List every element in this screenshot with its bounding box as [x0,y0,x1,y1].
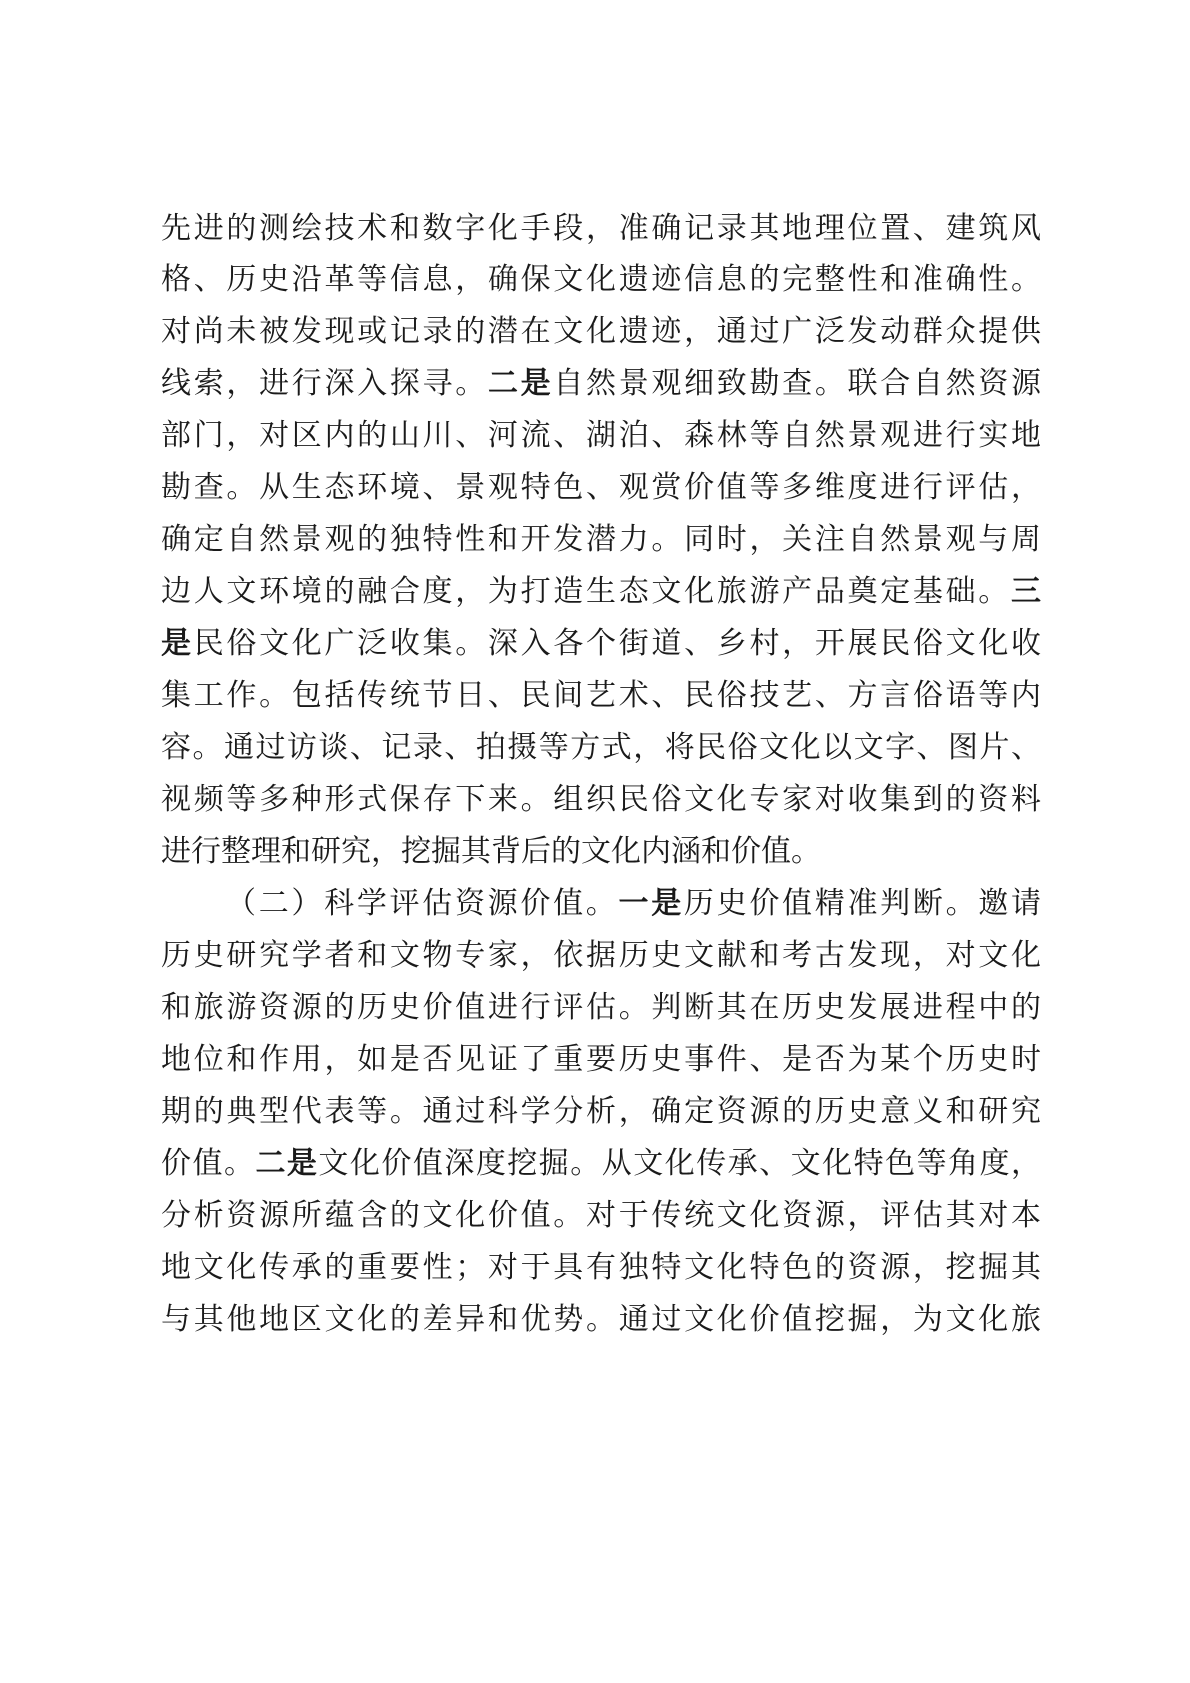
text-run: 历史价值精准判断。邀请 [683,886,1042,921]
paragraph-line [161,354,1041,414]
paragraph-line: 分析资源所蕴含的文化价值。对于传统文化资源，评估其对本 [161,1198,1041,1233]
paragraph-line [161,1134,1041,1194]
bold-run: 三 [1011,574,1041,609]
paragraph-line: 部门，对区内的山川、河流、湖泊、森林等自然景观进行实地 [161,418,1041,453]
text-run: 线索，进行深入探寻。 [161,366,488,401]
text-run: 价值。 [161,1146,256,1181]
bold-run: 是 [161,626,194,661]
bold-run: 二是 [487,366,554,401]
paragraph-line [161,562,1041,622]
paragraph-line: 勘查。从生态环境、景观特色、观赏价值等多维度进行评估， [161,470,1041,505]
paragraph-line: 视频等多种形式保存下来。组织民俗文化专家对收集到的资料 [161,782,1041,817]
paragraph-line: 历史研究学者和文物专家，依据历史文献和考古发现，对文化 [161,938,1041,973]
paragraph-line: 与其他地区文化的差异和优势。通过文化价值挖掘，为文化旅 [161,1302,1041,1337]
paragraph-line: 地位和作用，如是否见证了重要历史事件、是否为某个历史时 [161,1042,1041,1077]
paragraph-line [226,874,1041,934]
text-run: （二）科学评估资源价值。 [226,886,619,921]
paragraph-line: 集工作。包括传统节日、民间艺术、民俗技艺、方言俗语等内 [161,678,1041,713]
paragraph-line: 和旅游资源的历史价值进行评估。判断其在历史发展进程中的 [161,990,1041,1025]
bold-run: 二是 [255,1146,319,1181]
paragraph-line: 先进的测绘技术和数字化手段，准确记录其地理位置、建筑风 [161,211,1041,246]
text-run: 民俗文化广泛收集。深入各个街道、乡村，开展民俗文化收 [193,626,1042,661]
paragraph-line: 地文化传承的重要性；对于具有独特文化特色的资源，挖掘其 [161,1250,1041,1285]
bold-run: 一是 [618,886,684,921]
text-run: 文化价值深度挖掘。从文化传承、文化特色等角度， [318,1146,1042,1181]
paragraph-line: 容。通过访谈、记录、拍摄等方式，将民俗文化以文字、图片、 [161,730,1041,765]
paragraph-line: 格、历史沿革等信息，确保文化遗迹信息的完整性和准确性。 [161,262,1041,297]
paragraph-line: 对尚未被发现或记录的潜在文化遗迹，通过广泛发动群众提供 [161,314,1041,349]
text-run: 边人文环境的融合度，为打造生态文化旅游产品奠定基础。 [161,574,1011,609]
paragraph-line [161,614,1041,674]
paragraph-line: 确定自然景观的独特性和开发潜力。同时，关注自然景观与周 [161,522,1041,557]
paragraph-line: 进行整理和研究，挖掘其背后的文化内涵和价值。 [161,834,821,869]
text-run: 自然景观细致勘查。联合自然资源 [553,366,1042,401]
paragraph-line: 期的典型代表等。通过科学分析，确定资源的历史意义和研究 [161,1094,1041,1129]
